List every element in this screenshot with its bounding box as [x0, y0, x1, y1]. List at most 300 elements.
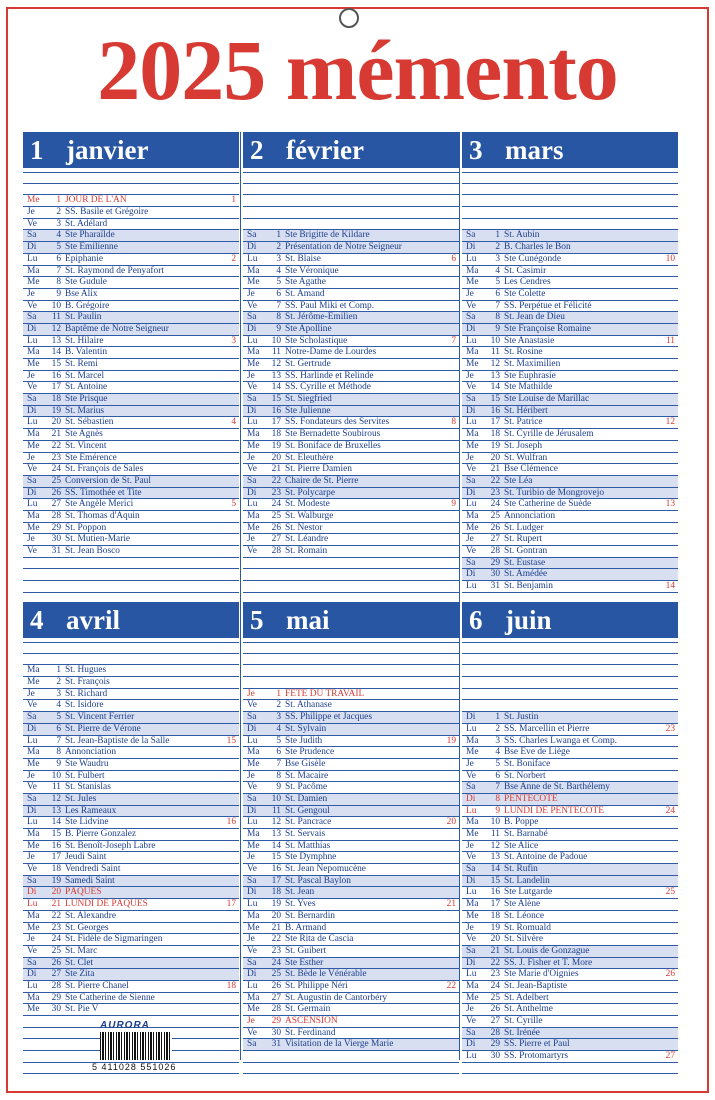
week-number: 16 — [226, 817, 236, 828]
weekday: Sa — [27, 230, 37, 241]
week-number: 14 — [665, 581, 675, 592]
day-number: 10 — [51, 300, 61, 311]
saint-name: SS. Fondateurs des Servites — [285, 417, 390, 428]
saint-name: SS. Basile et Grégoire — [65, 207, 149, 218]
saint-name: St. Paulin — [65, 312, 102, 323]
day-row — [462, 324, 678, 336]
weekday: Je — [247, 370, 255, 381]
day-number: 23 — [51, 452, 61, 463]
day-number: 12 — [490, 840, 500, 851]
weekday: Di — [466, 793, 476, 804]
month-name: mars — [505, 135, 564, 165]
day-row — [462, 429, 678, 441]
saint-name: Ste Cunégonde — [504, 253, 562, 264]
day-row — [243, 958, 459, 970]
saint-name: PENTECÔTE — [504, 793, 558, 804]
weekday: Je — [466, 534, 474, 545]
weekday: Lu — [466, 723, 477, 734]
saint-name: Ste Euphrasie — [504, 370, 556, 381]
weekday: Sa — [247, 957, 257, 968]
day-row — [243, 534, 459, 546]
saint-name: St. Léandre — [285, 534, 329, 545]
day-number: 25 — [490, 510, 500, 521]
day-number: 15 — [271, 852, 281, 863]
saint-name: Ste Scholastique — [285, 335, 348, 346]
day-number: 14 — [490, 382, 500, 393]
saint-name: Chaire de St. Pierre — [285, 475, 359, 486]
day-row — [243, 277, 459, 289]
saint-name: St. Hilaire — [65, 335, 104, 346]
day-row — [23, 923, 239, 935]
day-row — [243, 429, 459, 441]
day-row — [23, 689, 239, 701]
day-number: 13 — [490, 370, 500, 381]
week-number: 11 — [665, 335, 675, 346]
week-number: 4 — [231, 417, 236, 428]
month-header-janvier — [23, 132, 239, 168]
day-row — [23, 934, 239, 946]
saint-name: St. François — [65, 677, 110, 688]
weekday: Ve — [247, 864, 257, 875]
day-number: 5 — [495, 277, 500, 288]
saint-name: St. Alexandre — [65, 910, 117, 921]
weekday: Ma — [466, 735, 479, 746]
day-number: 22 — [271, 475, 281, 486]
day-number: 20 — [490, 934, 500, 945]
saint-name: Ste Emérence — [65, 452, 117, 463]
week-number: 25 — [665, 887, 675, 898]
saint-name: St. Gengoul — [285, 805, 330, 816]
day-number: 11 — [51, 312, 61, 323]
day-row — [462, 301, 678, 313]
day-number: 5 — [56, 242, 61, 253]
day-row — [243, 747, 459, 759]
day-row — [243, 864, 459, 876]
month-days-mars — [462, 172, 678, 604]
weekday: Ma — [466, 429, 479, 440]
day-row — [243, 887, 459, 899]
day-number: 30 — [271, 1027, 281, 1038]
weekday: Je — [466, 370, 474, 381]
day-row — [462, 1051, 678, 1063]
day-number: 11 — [271, 347, 281, 358]
day-number: 2 — [56, 677, 61, 688]
saint-name: Samedi Saint — [65, 875, 115, 886]
saint-name: St. Bernardin — [285, 910, 335, 921]
day-row — [243, 806, 459, 818]
week-number: 18 — [226, 980, 236, 991]
week-number: 2 — [231, 253, 236, 264]
weekday: Je — [466, 840, 474, 851]
day-row — [462, 981, 678, 993]
month-name: janvier — [66, 135, 149, 165]
weekday: Ma — [466, 265, 479, 276]
day-number: 20 — [51, 417, 61, 428]
saint-name: Ste Louise de Marillac — [504, 394, 590, 405]
day-number: 3 — [276, 253, 281, 264]
month-name: avril — [66, 605, 120, 635]
weekday: Ma — [27, 429, 40, 440]
weekday: Je — [466, 1004, 474, 1015]
day-number: 1 — [276, 688, 281, 699]
weekday: Ma — [27, 992, 40, 1003]
empty-row — [462, 1063, 678, 1075]
day-row — [462, 581, 678, 593]
day-row — [243, 829, 459, 841]
weekday: Sa — [27, 394, 37, 405]
day-number: 22 — [490, 475, 500, 486]
weekday: Lu — [27, 817, 38, 828]
weekday: Ve — [27, 945, 37, 956]
day-row — [23, 488, 239, 500]
day-number: 19 — [51, 875, 61, 886]
day-row — [243, 230, 459, 242]
day-number: 30 — [51, 1004, 61, 1015]
saint-name: Ste Lutgarde — [504, 887, 553, 898]
saint-name: St. Jean Bosco — [65, 546, 120, 556]
day-row — [462, 934, 678, 946]
day-number: 31 — [490, 581, 500, 592]
brand-logo: AURORA — [100, 1020, 150, 1031]
weekday: Me — [466, 440, 479, 451]
weekday: Di — [466, 712, 476, 723]
week-number: 13 — [665, 499, 675, 510]
saint-name: St. Jérôme-Emilien — [285, 312, 358, 323]
day-row — [243, 359, 459, 371]
day-number: 21 — [271, 464, 281, 475]
saint-name: St. Pierre de Vérone — [65, 723, 141, 734]
weekday: Me — [247, 1004, 260, 1015]
empty-row — [23, 654, 239, 666]
day-row — [462, 712, 678, 724]
day-row — [23, 759, 239, 771]
saint-name: St. Thomas d'Aquin — [65, 510, 140, 521]
day-row — [462, 359, 678, 371]
day-number: 29 — [490, 557, 500, 568]
day-row — [462, 394, 678, 406]
weekday: Lu — [466, 417, 477, 428]
day-row — [23, 195, 239, 207]
day-row — [243, 700, 459, 712]
day-number: 24 — [51, 934, 61, 945]
day-row — [462, 841, 678, 853]
day-row — [462, 347, 678, 359]
saint-name: Baptême de Notre Seigneur — [65, 323, 169, 334]
day-number: 21 — [51, 429, 61, 440]
day-row — [243, 488, 459, 500]
saint-name: St. Gontran — [504, 546, 548, 556]
day-row — [243, 946, 459, 958]
saint-name: Bse Gisèle — [285, 758, 326, 769]
day-number: 6 — [276, 747, 281, 758]
week-number: 24 — [665, 805, 675, 816]
month-days-avril — [23, 642, 239, 1074]
week-number: 12 — [665, 417, 675, 428]
day-row — [462, 1039, 678, 1051]
weekday: Sa — [27, 875, 37, 886]
day-number: 5 — [495, 758, 500, 769]
day-number: 9 — [495, 805, 500, 816]
day-row — [243, 876, 459, 888]
day-number: 25 — [51, 945, 61, 956]
weekday: Je — [247, 534, 255, 545]
day-row — [23, 359, 239, 371]
empty-row — [462, 195, 678, 207]
empty-row — [462, 677, 678, 689]
saint-name: St. Yves — [285, 899, 316, 910]
day-row — [462, 829, 678, 841]
weekday: Lu — [247, 499, 258, 510]
month-days-mai — [243, 642, 459, 1074]
saint-name: Epiphanie — [65, 253, 104, 264]
day-row — [23, 981, 239, 993]
weekday: Ve — [466, 852, 476, 863]
day-number: 5 — [276, 735, 281, 746]
day-row — [23, 499, 239, 511]
day-row — [243, 301, 459, 313]
day-row — [23, 794, 239, 806]
saint-name: St. Antoine — [65, 382, 108, 393]
day-row — [462, 464, 678, 476]
saint-name: Ste Rita de Cascia — [285, 934, 354, 945]
month-days-juin — [462, 642, 678, 1074]
saint-name: St. Turibio de Mongrovejo — [504, 487, 605, 498]
month-name: février — [286, 135, 364, 165]
day-number: 15 — [51, 359, 61, 369]
day-number: 26 — [51, 957, 61, 968]
day-row — [243, 724, 459, 736]
saint-name: St. Germain — [285, 1004, 331, 1015]
saint-name: St. Amédée — [504, 569, 548, 580]
weekday: Lu — [466, 581, 477, 592]
saint-name: Ste Prudence — [285, 747, 335, 758]
weekday: Di — [247, 323, 257, 334]
weekday: Sa — [247, 793, 257, 804]
weekday: Lu — [466, 805, 477, 816]
weekday: Lu — [247, 899, 258, 910]
day-number: 17 — [271, 875, 281, 886]
weekday: Lu — [247, 735, 258, 746]
day-number: 20 — [490, 452, 500, 463]
month-header-février — [243, 132, 459, 168]
weekday: Ve — [466, 300, 476, 311]
saint-name: St. Remi — [65, 359, 98, 369]
saint-name: St. Ludger — [504, 522, 544, 533]
weekday: Me — [466, 992, 479, 1003]
day-row — [23, 266, 239, 278]
weekday: Ve — [27, 546, 37, 556]
day-number: 21 — [51, 899, 61, 910]
day-row — [243, 242, 459, 254]
weekday: Lu — [247, 335, 258, 346]
day-row — [23, 806, 239, 818]
day-number: 4 — [495, 747, 500, 758]
saint-name: Ste Bernadette Soubirous — [285, 429, 381, 440]
saint-name: St. Eleuthère — [285, 452, 334, 463]
day-number: 9 — [276, 782, 281, 793]
weekday: Lu — [466, 253, 477, 264]
day-number: 10 — [271, 793, 281, 804]
saint-name: St. Antoine de Padoue — [504, 852, 588, 863]
saint-name: St. Marius — [65, 405, 105, 416]
weekday: Me — [466, 522, 479, 533]
day-number: 7 — [495, 782, 500, 793]
day-number: 2 — [276, 242, 281, 253]
day-row — [23, 864, 239, 876]
saint-name: Présentation de Notre Seigneur — [285, 242, 402, 253]
day-row — [243, 993, 459, 1005]
day-row — [243, 736, 459, 748]
day-row — [243, 347, 459, 359]
day-number: 23 — [271, 945, 281, 956]
day-number: 23 — [490, 487, 500, 498]
day-row — [243, 453, 459, 465]
day-number: 27 — [490, 1016, 500, 1026]
day-number: 31 — [271, 1039, 281, 1050]
saint-name: B. Poppe — [504, 817, 539, 828]
weekday: Di — [247, 723, 257, 734]
day-number: 20 — [51, 887, 61, 898]
saint-name: SS. Protomartyrs — [504, 1051, 569, 1062]
weekday: Lu — [466, 499, 477, 510]
weekday: Lu — [247, 253, 258, 264]
weekday: Lu — [247, 417, 258, 428]
weekday: Sa — [247, 230, 257, 241]
day-number: 15 — [271, 394, 281, 405]
saint-name: B. Pierre Gonzalez — [65, 829, 137, 839]
weekday: Me — [27, 195, 40, 206]
weekday: Je — [247, 288, 255, 299]
day-row — [23, 441, 239, 453]
saint-name: B. Armand — [285, 922, 327, 933]
day-number: 3 — [276, 712, 281, 723]
saint-name: Conversion de St. Paul — [65, 475, 151, 486]
day-row — [462, 523, 678, 535]
saint-name: St. Wulfran — [504, 452, 548, 463]
week-number: 22 — [446, 980, 456, 991]
day-row — [462, 336, 678, 348]
day-row — [23, 829, 239, 841]
saint-name: ASCENSION — [285, 1016, 338, 1026]
day-row — [243, 841, 459, 853]
saint-name: St. Cyrille de Jérusalem — [504, 429, 594, 440]
day-row — [243, 1004, 459, 1016]
day-number: 11 — [51, 782, 61, 793]
day-number: 19 — [51, 405, 61, 416]
weekday: Je — [466, 922, 474, 933]
day-number: 5 — [56, 712, 61, 723]
saint-name: Les Cendres — [504, 277, 551, 288]
barcode-number: 5 411028 551026 — [92, 1062, 177, 1072]
saint-name: SS. Charles Lwanga et Comp. — [504, 735, 618, 746]
saint-name: St. Cyrille — [504, 1016, 543, 1026]
saint-name: B. Grégoire — [65, 300, 110, 311]
day-row — [243, 911, 459, 923]
day-number: 13 — [51, 805, 61, 816]
week-number: 3 — [231, 335, 236, 346]
day-row — [23, 394, 239, 406]
day-number: 3 — [495, 253, 500, 264]
weekday: Ve — [247, 300, 257, 311]
weekday: Di — [466, 957, 476, 968]
weekday: Me — [466, 359, 479, 369]
saint-name: B. Valentin — [65, 347, 108, 358]
month-number: 1 — [30, 135, 44, 165]
day-row — [462, 747, 678, 759]
month-number: 4 — [30, 605, 44, 635]
saint-name: St. Jean — [285, 887, 315, 898]
day-row — [462, 511, 678, 523]
saint-name: SS. Timothée et Tite — [65, 487, 142, 498]
day-row — [462, 817, 678, 829]
empty-row — [243, 172, 459, 184]
day-row — [462, 289, 678, 301]
weekday: Ve — [27, 700, 37, 711]
weekday: Me — [466, 277, 479, 288]
weekday: Me — [466, 747, 479, 758]
day-row — [462, 499, 678, 511]
weekday: Je — [27, 207, 35, 218]
day-number: 6 — [495, 288, 500, 299]
saint-name: St. Maximilien — [504, 359, 561, 369]
day-row — [243, 934, 459, 946]
weekday: Lu — [27, 980, 38, 991]
day-number: 29 — [271, 1016, 281, 1026]
saint-name: Ste Colette — [504, 288, 546, 299]
day-row — [243, 689, 459, 701]
day-row — [23, 254, 239, 266]
day-row — [23, 700, 239, 712]
day-row — [23, 782, 239, 794]
saint-name: St. Marc — [65, 945, 98, 956]
day-number: 18 — [271, 887, 281, 898]
day-number: 17 — [271, 417, 281, 428]
day-row — [23, 336, 239, 348]
weekday: Je — [27, 852, 35, 863]
saint-name: Ste Mathilde — [504, 382, 553, 393]
day-row — [243, 523, 459, 535]
day-number: 19 — [271, 899, 281, 910]
day-number: 21 — [271, 922, 281, 933]
weekday: Je — [27, 534, 35, 545]
day-number: 23 — [51, 922, 61, 933]
day-number: 20 — [271, 910, 281, 921]
day-row — [23, 453, 239, 465]
day-row — [462, 782, 678, 794]
day-row — [462, 266, 678, 278]
day-number: 18 — [51, 394, 61, 405]
weekday: Me — [247, 440, 260, 451]
empty-row — [243, 677, 459, 689]
empty-row — [462, 207, 678, 219]
weekday: Lu — [247, 817, 258, 828]
day-number: 12 — [51, 323, 61, 334]
weekday: Je — [27, 452, 35, 463]
weekday: Sa — [27, 475, 37, 486]
saint-name: Ste Marie d'Oignies — [504, 969, 579, 980]
saint-name: Notre-Dame de Lourdes — [285, 347, 377, 358]
day-number: 10 — [271, 335, 281, 346]
weekday: Me — [27, 677, 40, 688]
empty-row — [23, 642, 239, 654]
week-number: 23 — [665, 723, 675, 734]
saint-name: St. Anthelme — [504, 1004, 553, 1015]
weekday: Lu — [27, 735, 38, 746]
saint-name: St. Jean-Baptiste — [504, 980, 568, 991]
empty-row — [243, 642, 459, 654]
day-number: 17 — [490, 417, 500, 428]
day-row — [462, 899, 678, 911]
